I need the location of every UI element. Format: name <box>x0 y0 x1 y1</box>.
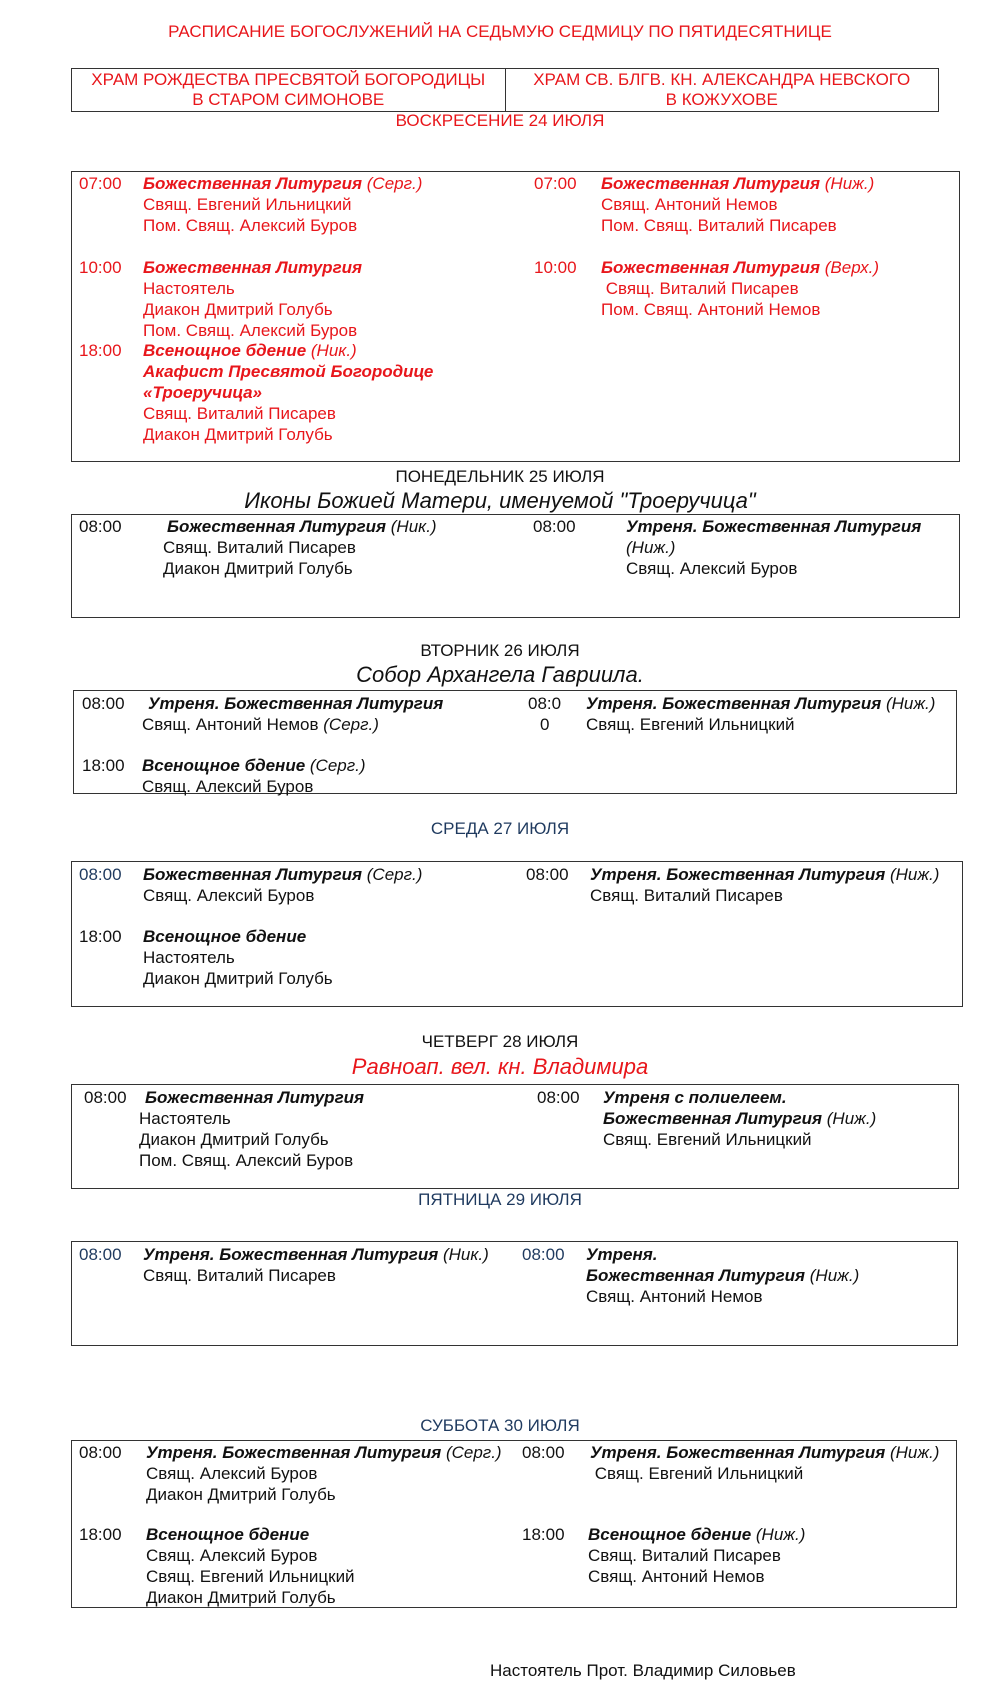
service-location: (Ниж.) <box>885 865 940 884</box>
clergy-line: Настоятель <box>139 1109 231 1128</box>
service-location: (Серг.) <box>305 756 366 775</box>
church-right-line2: В КОЖУХОВЕ <box>665 90 778 109</box>
service-title: Всенощное бдение <box>143 341 307 360</box>
service-title: Божественная Литургия <box>601 174 821 193</box>
church-left <box>72 69 505 111</box>
service-time-wrap: 0 <box>540 715 550 734</box>
service-time: 08:00 <box>82 694 125 713</box>
page-title: РАСПИСАНИЕ БОГОСЛУЖЕНИЙ НА СЕДЬМУЮ СЕДМИЦУ ПО ПЯТИДЕСЯТНИЦЕ <box>168 22 832 41</box>
service-location: (Ниж.) <box>881 694 936 713</box>
service-location: (Ниж.) <box>822 1109 877 1128</box>
clergy-line: Свящ. Виталий Писарев <box>601 279 799 298</box>
service-time: 10:00 <box>534 258 577 277</box>
clergy-line: Свящ. Евгений Ильницкий <box>143 195 352 214</box>
clergy-line: Свящ. Виталий Писарев <box>590 886 783 905</box>
clergy-line: Свящ. Виталий Писарев <box>143 404 336 423</box>
clergy-line: Свящ. Евгений Ильницкий <box>586 715 795 734</box>
day-heading-friday: ПЯТНИЦА 29 ИЮЛЯ <box>418 1190 582 1209</box>
clergy-line: Настоятель <box>143 279 235 298</box>
service-location: (Ник.) <box>438 1245 489 1264</box>
day-heading-sunday: ВОСКРЕСЕНИЕ 24 ИЮЛЯ <box>395 111 605 130</box>
clergy-line: Пом. Свящ. Алексий Буров <box>139 1151 354 1170</box>
clergy-line: Свящ. Виталий Писарев <box>143 1266 336 1285</box>
clergy-line: Свящ. Алексий Буров <box>143 886 315 905</box>
service-location: (Ниж.) <box>805 1266 860 1285</box>
service-title: Утреня с полиелеем. <box>603 1088 787 1107</box>
church-right <box>505 69 939 111</box>
clergy-line: Пом. Свящ. Алексий Буров <box>143 216 358 235</box>
day-heading-thursday: ЧЕТВЕРГ 28 ИЮЛЯ <box>421 1032 579 1051</box>
clergy-line: Свящ. Алексий Буров <box>146 1464 318 1483</box>
service-title: Утреня. Божественная Литургия <box>590 865 886 884</box>
clergy-line: Свящ. Антоний Немов <box>586 1287 763 1306</box>
service-title-3: «Троеручица» <box>143 383 262 402</box>
day-heading-wednesday: СРЕДА 27 ИЮЛЯ <box>430 819 570 838</box>
service-title: Утреня. Божественная Литургия <box>590 1443 886 1462</box>
service-location: (Серг.) <box>441 1443 502 1462</box>
service-title: Божественная Литургия <box>601 258 821 277</box>
clergy-line: Свящ. Антоний Немов <box>142 715 324 734</box>
clergy-line: Диакон Дмитрий Голубь <box>143 969 333 988</box>
clergy-line: Свящ. Евгений Ильницкий <box>603 1130 812 1149</box>
feast-title-tuesday: Собор Архангела Гавриила. <box>356 662 644 687</box>
service-time: 18:00 <box>522 1525 565 1544</box>
clergy-line: Диакон Дмитрий Голубь <box>143 300 333 319</box>
service-time: 18:00 <box>79 927 122 946</box>
service-title: Утреня. Божественная Литургия <box>148 694 444 713</box>
service-location: (Ниж.) <box>820 174 875 193</box>
service-time: 10:00 <box>79 258 122 277</box>
clergy-line: Свящ. Антоний Немов <box>588 1567 765 1586</box>
service-time: 08:00 <box>522 1245 565 1264</box>
service-location: (Ниж.) <box>626 538 676 557</box>
service-time: 08:00 <box>522 1443 565 1462</box>
service-title: Утреня. Божественная Литургия <box>626 517 922 536</box>
service-title: Утреня. Божественная Литургия <box>586 694 882 713</box>
clergy-line: Диакон Дмитрий Голубь <box>146 1485 336 1504</box>
service-location: (Ник.) <box>306 341 357 360</box>
service-time: 18:00 <box>79 1525 122 1544</box>
clergy-line: Свящ. Евгений Ильницкий <box>146 1567 355 1586</box>
clergy-line: Свящ. Алексий Буров <box>142 777 314 796</box>
service-title: Божественная Литургия <box>145 1088 365 1107</box>
church-right-line1: ХРАМ СВ. БЛГВ. КН. АЛЕКСАНДРА НЕВСКОГО <box>533 70 911 89</box>
service-location: (Ник.) <box>386 517 437 536</box>
church-left-line1: ХРАМ РОЖДЕСТВА ПРЕСВЯТОЙ БОГОРОДИЦЫ <box>91 70 486 89</box>
service-title: Всенощное бдение <box>142 756 306 775</box>
service-location: (Ниж.) <box>885 1443 940 1462</box>
service-time: 08:00 <box>79 517 122 536</box>
service-title: Всенощное бдение <box>588 1525 752 1544</box>
service-time: 08:00 <box>84 1088 127 1107</box>
clergy-line: Диакон Дмитрий Голубь <box>139 1130 329 1149</box>
service-location: (Серг.) <box>362 865 423 884</box>
church-header <box>71 68 939 112</box>
service-location: (Серг.) <box>323 715 379 734</box>
service-location: (Ниж.) <box>751 1525 806 1544</box>
service-time: 18:00 <box>82 756 125 775</box>
service-title: Божественная Литургия <box>167 517 387 536</box>
service-title: Утреня. Божественная Литургия <box>146 1443 442 1462</box>
service-title: Божественная Литургия <box>143 865 363 884</box>
clergy-line: Свящ. Алексий Буров <box>626 559 798 578</box>
clergy-line: Пом. Свящ. Виталий Писарев <box>601 216 837 235</box>
service-time: 08:00 <box>526 865 569 884</box>
clergy-line: Свящ. Евгений Ильницкий <box>590 1464 804 1483</box>
service-title-2: Божественная Литургия <box>586 1266 806 1285</box>
clergy-line: Пом. Свящ. Антоний Немов <box>601 300 821 319</box>
service-time: 08:0 <box>528 694 562 713</box>
clergy-line: Диакон Дмитрий Голубь <box>143 425 333 444</box>
clergy-line: Свящ. Антоний Немов <box>601 195 778 214</box>
clergy-line: Свящ. Алексий Буров <box>146 1546 318 1565</box>
service-time: 07:00 <box>534 174 577 193</box>
service-time: 07:00 <box>79 174 122 193</box>
service-time: 08:00 <box>79 1443 122 1462</box>
service-title: Всенощное бдение <box>146 1525 310 1544</box>
clergy-line: Свящ. Виталий Писарев <box>163 538 356 557</box>
day-heading-monday: ПОНЕДЕЛЬНИК 25 ИЮЛЯ <box>395 467 605 486</box>
feast-title-monday: Иконы Божией Матери, именуемой "Троеручица" <box>244 488 756 513</box>
clergy-line: Диакон Дмитрий Голубь <box>146 1588 336 1607</box>
clergy-line: Пом. Свящ. Алексий Буров <box>143 321 358 340</box>
service-time: 08:00 <box>79 865 122 884</box>
service-title: Утреня. <box>586 1245 658 1264</box>
clergy-line: Настоятель <box>143 948 235 967</box>
service-location: (Серг.) <box>362 174 423 193</box>
service-time: 08:00 <box>533 517 576 536</box>
clergy-line: Диакон Дмитрий Голубь <box>163 559 353 578</box>
service-time: 08:00 <box>537 1088 580 1107</box>
rector-signature: Настоятель Прот. Владимир Силовьев <box>490 1661 796 1680</box>
service-location: (Верх.) <box>820 258 879 277</box>
church-left-line2: В СТАРОМ СИМОНОВЕ <box>192 90 385 109</box>
feast-title-thursday: Равноап. вел. кн. Владимира <box>351 1054 649 1079</box>
clergy-line: Свящ. Виталий Писарев <box>588 1546 781 1565</box>
day-heading-saturday: СУББОТА 30 ИЮЛЯ <box>420 1416 580 1435</box>
service-time: 08:00 <box>79 1245 122 1264</box>
service-title-2: Акафист Пресвятой Богородице <box>143 362 434 381</box>
day-heading-tuesday: ВТОРНИК 26 ИЮЛЯ <box>420 641 580 660</box>
service-title: Всенощное бдение <box>143 927 307 946</box>
service-time: 18:00 <box>79 341 122 360</box>
service-title: Божественная Литургия <box>143 258 363 277</box>
service-title: Божественная Литургия <box>143 174 363 193</box>
service-title: Утреня. Божественная Литургия <box>143 1245 439 1264</box>
service-title-2: Божественная Литургия <box>603 1109 823 1128</box>
